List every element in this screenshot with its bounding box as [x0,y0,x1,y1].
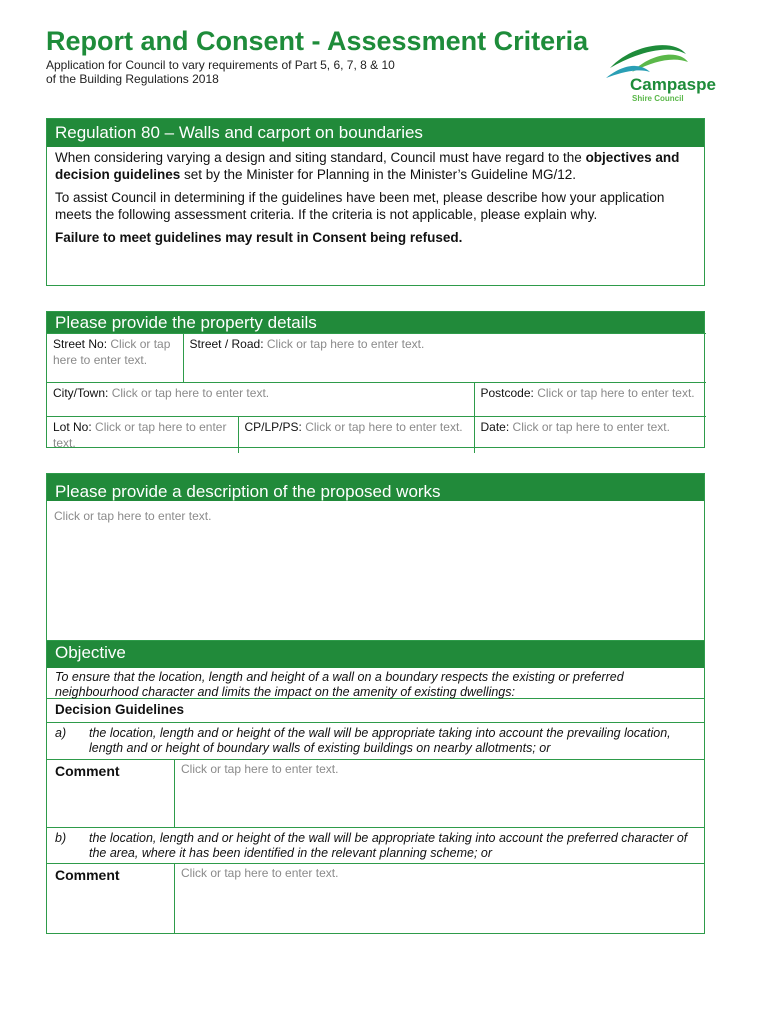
subtitle-line-2: of the Building Regulations 2018 [46,72,219,86]
criterion-a [47,723,704,760]
lot-no-label: Lot No: [53,420,92,434]
logo-subname: Shire Council [632,94,684,103]
street-road-label: Street / Road: [189,337,264,351]
criterion-a-text: the location, length and or height of the wall will be appropriate taking into account the prevailing location, length and or height of boundary walls of existing buildings on nearby allotments; or [89,726,671,755]
date-placeholder: Click or tap here to enter text. [512,420,670,434]
postcode-label: Postcode: [480,386,534,400]
objective-text: To ensure that the location, length and height of a wall on a boundary respects the existing or preferred neighbourhood character and limits the impact on the amenity of existing dwellings: [47,668,704,699]
property-table [47,333,706,453]
comment-a-row [47,760,704,828]
objective-section [46,640,705,934]
regulation-heading: Regulation 80 – Walls and carport on boundaries [47,119,704,147]
cp-lp-ps-field[interactable] [238,417,474,454]
para1-bold: objectives and decision guidelines [55,150,680,182]
decision-guidelines-heading: Decision Guidelines [47,699,704,723]
postcode-field[interactable] [474,383,706,417]
postcode-placeholder: Click or tap here to enter text. [537,386,695,400]
comment-b-row [47,864,704,933]
cp-lp-ps-placeholder: Click or tap here to enter text. [305,420,463,434]
criterion-b [47,828,704,864]
lot-no-field[interactable] [47,417,238,454]
regulation-paragraph-2: To assist Council in determining if the guidelines have been met, please describe how your application meets the following assessment criteria. If the criteria is not applicable, please explain why. [55,190,665,222]
regulation-section [46,118,705,286]
comment-a-field[interactable] [175,760,704,827]
comment-b-field[interactable] [175,864,704,933]
date-field[interactable] [474,417,706,454]
description-field[interactable] [47,501,704,640]
property-section [46,311,705,448]
street-road-field[interactable] [183,334,706,383]
street-no-placeholder: Click or tap here to enter text. [53,337,171,367]
comment-b-label: Comment [47,864,175,933]
para1-end: set by the Minister for Planning in the Minister’s Guideline MG/12. [180,167,576,182]
description-section [46,473,705,641]
criterion-b-text: the location, length and or height of the wall will be appropriate taking into account the preferred character of the area, where it has been identified in the relevant planning scheme; or [89,831,688,860]
comment-b-placeholder: Click or tap here to enter text. [181,866,339,880]
objective-heading: Objective [47,641,704,668]
city-field[interactable] [47,383,474,417]
property-heading: Please provide the property details [47,312,704,333]
page-subtitle [46,58,395,86]
comment-a-placeholder: Click or tap here to enter text. [181,762,339,776]
date-label: Date: [480,420,510,434]
lot-no-placeholder: Click or tap here to enter text. [53,420,227,450]
criterion-a-letter: a) [55,726,67,740]
page-title: Report and Consent - Assessment Criteria [46,26,589,56]
regulation-paragraph-1 [47,149,704,183]
street-no-label: Street No: [53,337,108,351]
comment-a-label: Comment [47,760,175,827]
cp-lp-ps-label: CP/LP/PS: [244,420,302,434]
street-road-placeholder: Click or tap here to enter text. [266,337,425,351]
description-heading: Please provide a description of the proposed works [47,474,704,501]
subtitle-line-1: Application for Council to vary requirements of Part 5, 6, 7, 8 & 10 [46,58,395,72]
city-placeholder: Click or tap here to enter text. [111,386,270,400]
logo-name: Campaspe [630,75,716,94]
criterion-b-letter: b) [55,831,67,845]
city-label: City/Town: [53,386,109,400]
description-placeholder: Click or tap here to enter text. [54,509,212,523]
para1-start: When considering varying a design and siting standard, Council must have regard to the [55,150,586,165]
street-no-field[interactable] [47,334,183,383]
regulation-warning: Failure to meet guidelines may result in Consent being refused. [55,230,463,245]
